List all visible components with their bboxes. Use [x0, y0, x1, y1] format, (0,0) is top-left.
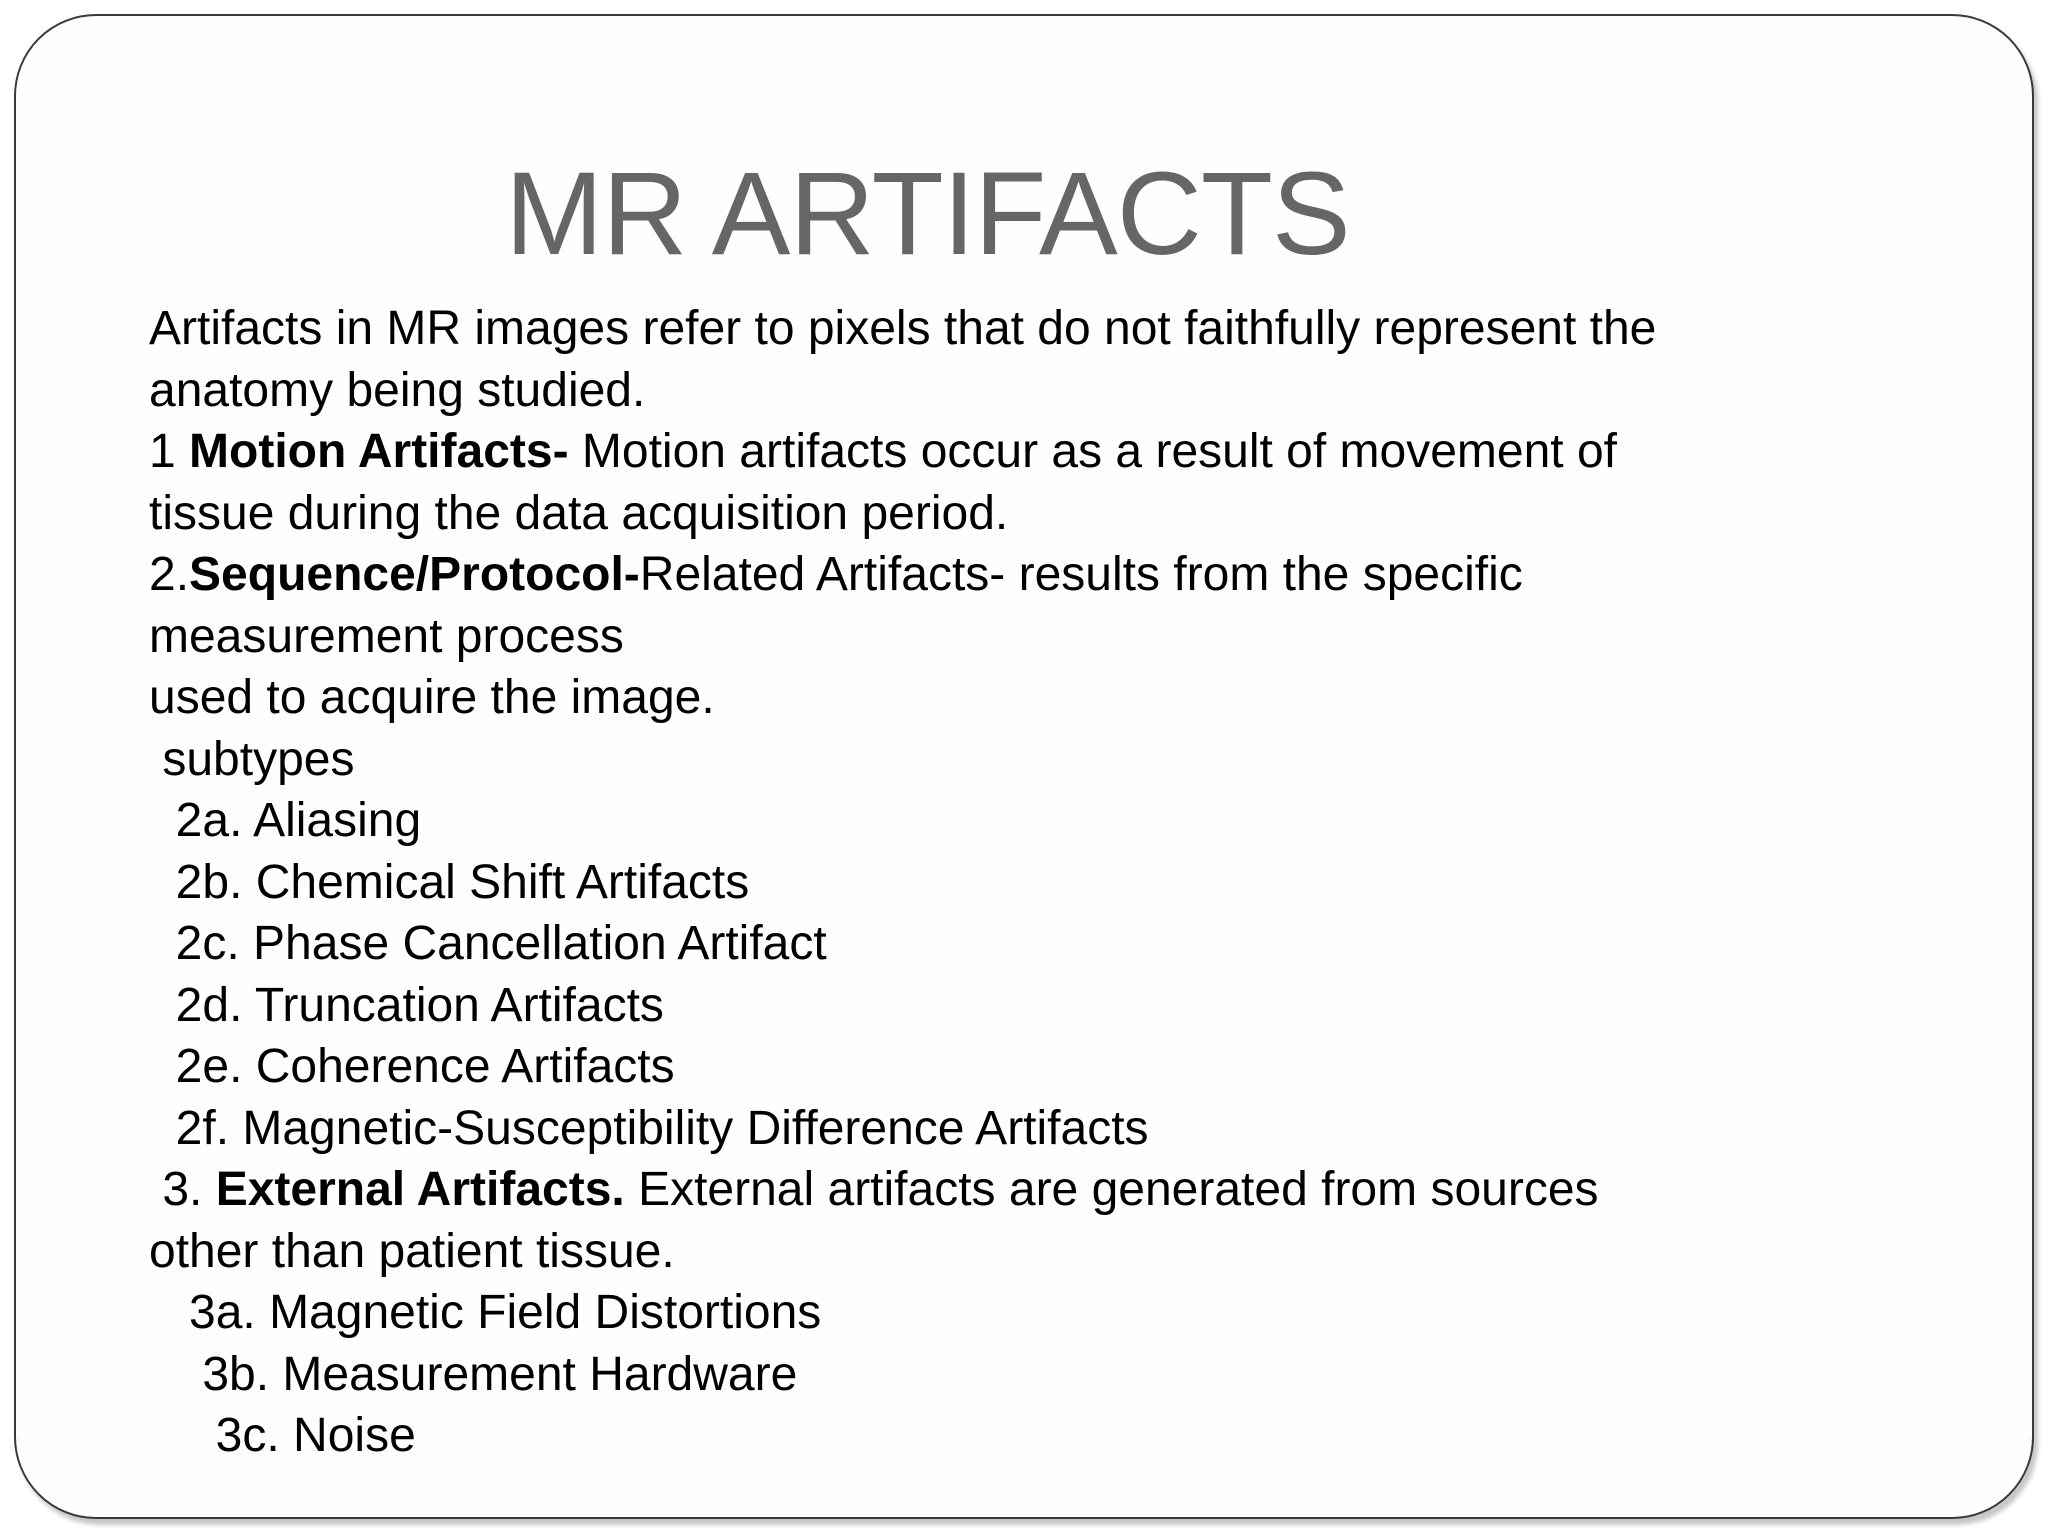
- body-line-subtype-2a: 2a. Aliasing: [149, 794, 422, 847]
- body-line-motion-artifacts-cont: tissue during the data acquisition period.: [149, 486, 1009, 540]
- body-line-subtype-3a: 3a. Magnetic Field Distortions: [149, 1286, 822, 1339]
- motion-artifacts-heading: Motion Artifacts-: [189, 425, 569, 478]
- body-line-external-artifacts: 3. External Artifacts. External artifacts are generated from sources: [149, 1163, 1599, 1216]
- body-line-subtype-2b: 2b. Chemical Shift Artifacts: [149, 855, 750, 909]
- body-line-sequence-protocol-cont-1: measurement process: [149, 609, 624, 663]
- body-line-subtype-3b: 3b. Measurement Hardware: [149, 1347, 798, 1401]
- body-line-subtype-2e: 2e. Coherence Artifacts: [149, 1040, 675, 1093]
- body-line-subtype-2c: 2c. Phase Cancellation Artifact: [149, 917, 827, 970]
- body-line-intro-2: anatomy being studied.: [149, 363, 646, 417]
- body-line-intro-1: Artifacts in MR images refer to pixels that do not faithfully represent the: [149, 302, 1657, 355]
- body-line-subtype-3c: 3c. Noise: [149, 1409, 416, 1462]
- body-line-sequence-protocol-cont-2: used to acquire the image.: [149, 671, 715, 724]
- body-line-motion-artifacts: 1 Motion Artifacts- Motion artifacts occur as a result of movement of: [149, 425, 1617, 478]
- body-line-subtypes: subtypes: [149, 732, 355, 786]
- slide-body: [149, 298, 1969, 1467]
- body-line-subtype-2f: 2f. Magnetic-Susceptibility Difference Artifacts: [149, 1101, 1149, 1155]
- body-line-subtype-2d: 2d. Truncation Artifacts: [149, 978, 664, 1032]
- body-line-sequence-protocol: 2.Sequence/Protocol-Related Artifacts- results from the specific: [149, 548, 1523, 601]
- body-line-external-artifacts-cont: other than patient tissue.: [149, 1224, 675, 1278]
- sequence-protocol-heading: Sequence/Protocol-: [189, 548, 640, 601]
- slide-title: MR ARTIFACTS: [505, 148, 1350, 280]
- external-artifacts-heading: External Artifacts.: [215, 1163, 625, 1216]
